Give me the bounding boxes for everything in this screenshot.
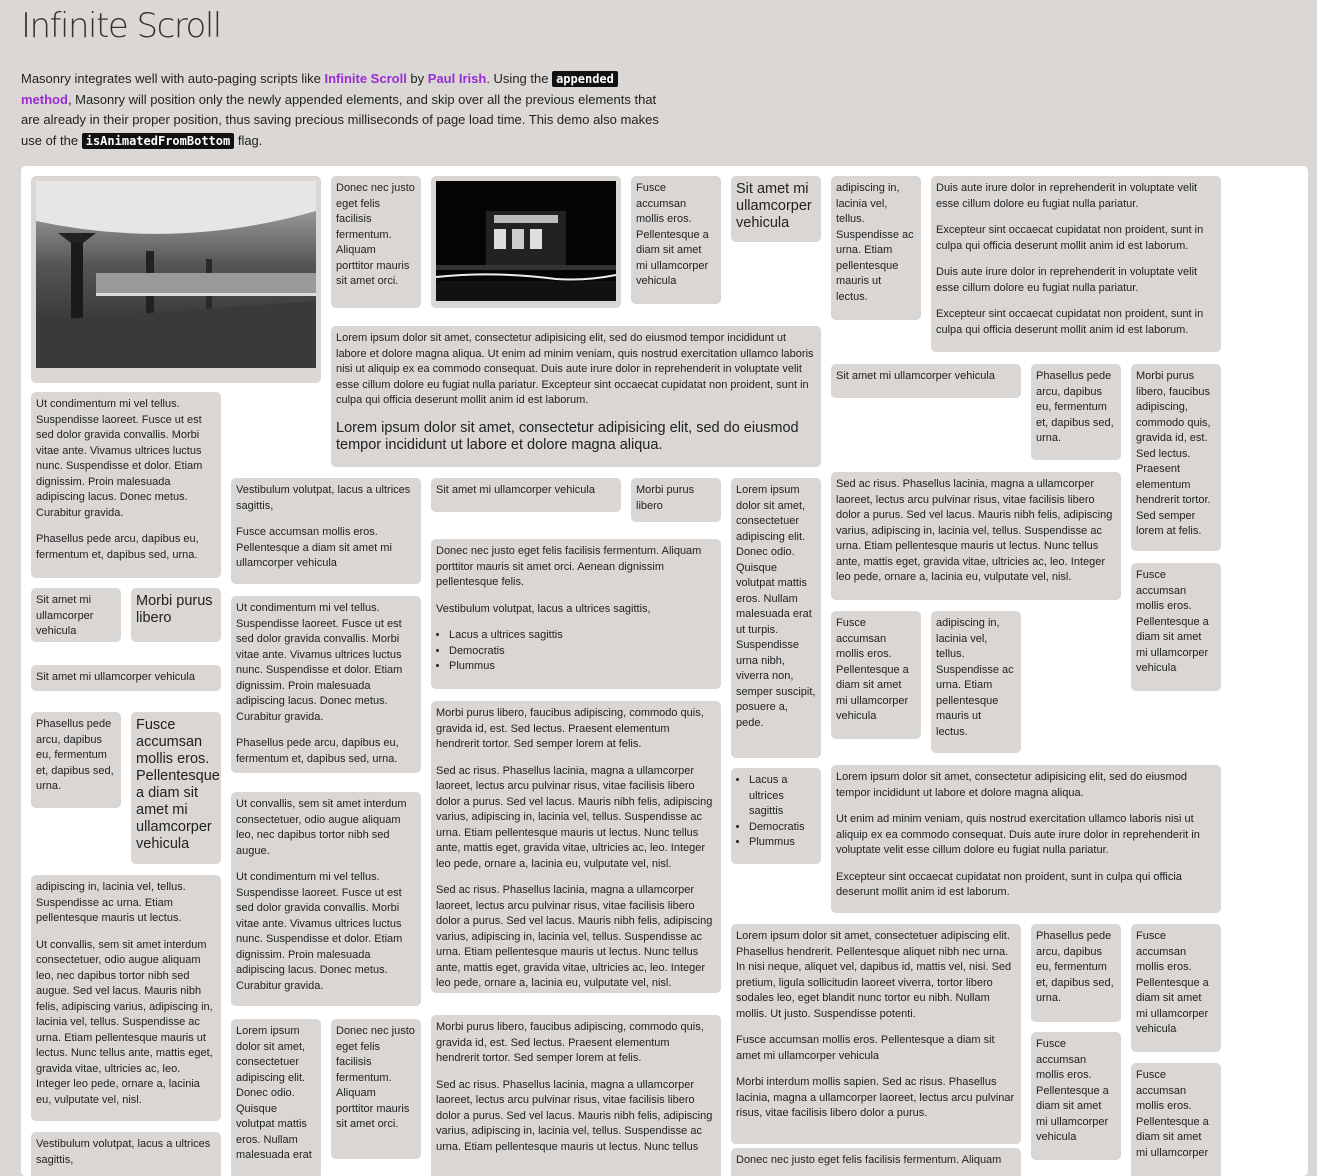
text-box: Sit amet mi ullamcorper vehicula — [431, 478, 621, 512]
text-box: Fusce accumsan mollis eros. Pellentesque a diam sit amet mi ullamcorper — [1131, 1063, 1221, 1176]
intro-text: , Masonry will position only the newly appended elements, and skip over all the previous elements that are already in their proper position, thus saving precious milliseconds of page load time. This demo also makes use of the — [21, 91, 659, 148]
text-box: Donec nec justo eget felis facilisis fermentum. Aliquam porttitor mauris sit amet orci. Aenean dignissim pellentesque felis. Vestibulum volutpat, lacus a ultrices sagittis, • Lacus a ultrices sagittis • Democratis • Plummus — [431, 539, 721, 689]
text-box: Phasellus pede arcu, dapibus eu, fermentum et, dapibus sed, urna. — [1031, 924, 1121, 1022]
list-item: • Plummus — [749, 835, 816, 851]
photo-box-diner — [431, 176, 621, 308]
text-box: Morbi purus libero, faucibus adipiscing, commodo quis, gravida id, est. Sed lectus. Praesent elementum hendrerit tortor. Sed semper lorem at felis. Sed ac risus. Phasellus lacinia, magna a ullamcorper laoreet, lectus arcu pulvinar risus, vitae facilisis libero dolor a purus. Sed vel lacus. Mauris nibh felis, adipiscing varius, adipiscing in, lacinia vel, tellus. Suspendisse ac urna. Etiam pellentesque mauris ut lectus. Nunc tellus ante, mattis eget, gravida vitae, ultricies ac, leo. Integer leo pede, ornare a, lacinia eu, vulputate vel, nisl. Sed ac risus. Phasellus lacinia, magna a ullamcorper laoreet, lectus arcu pulvinar risus, vitae facilisis libero dolor a purus. Sed vel lacus. Mauris nibh felis, adipiscing varius, adipiscing in, lacinia vel, tellus. Suspendisse ac urna. Etiam pellentesque mauris ut lectus. Nunc tellus ante, mattis eget, gravida vitae, ultricies ac, leo. Integer leo pede, ornare a, lacinia eu, vulputate vel, nisl. — [431, 701, 721, 993]
text-box: Fusce accumsan mollis eros. Pellentesque a diam sit amet mi ullamcorper vehicula — [631, 176, 721, 304]
text-box: Vestibulum volutpat, lacus a ultrices sagittis, — [31, 1132, 221, 1176]
text-box: Donec nec justo eget felis facilisis fermentum. Aliquam porttitor mauris sit amet orci. — [331, 176, 421, 308]
text-box: Sit amet mi ullamcorper vehicula — [731, 176, 821, 242]
method-link[interactable]: method — [21, 91, 68, 107]
text-box: Morbi purus libero — [131, 588, 221, 642]
text-box: Fusce accumsan mollis eros. Pellentesque a diam sit amet mi ullamcorper vehicula — [1131, 924, 1221, 1052]
text-box: Duis aute irure dolor in reprehenderit in voluptate velit esse cillum dolore eu fugiat nulla pariatur. Excepteur sint occaecat cupidatat non proident, sunt in culpa qui officia deserunt mollit anim id est laborum. Duis aute irure dolor in reprehenderit in voluptate velit esse cillum dolore eu fugiat nulla pariatur. Excepteur sint occaecat cupidatat non proident, sunt in culpa qui officia deserunt mollit anim id est laborum. — [931, 176, 1221, 352]
text-box: Lorem ipsum dolor sit amet, consectetuer adipiscing elit. Donec odio. Quisque volutpat mattis eros. Nullam malesuada erat ut turpis. Suspendisse urna nibh, viverra non, semper suscipit, posuere a, pede. — [731, 478, 821, 758]
intro-text: by — [406, 71, 428, 86]
intro-text: flag. — [234, 132, 263, 148]
diner-photo — [436, 181, 616, 301]
text-box: Ut condimentum mi vel tellus. Suspendisse laoreet. Fusce ut est sed dolor gravida convallis. Morbi vitae ante. Vivamus ultrices luctus nunc. Suspendisse et dolor. Etiam dignissim. Proin malesuada adipiscing lacus. Donec metus. Curabitur gravida. Phasellus pede arcu, dapibus eu, fermentum et, dapibus sed, urna. — [231, 596, 421, 773]
text-box: Morbi purus libero — [631, 478, 721, 522]
text-box: Donec nec justo eget felis facilisis fermentum. Aliquam — [731, 1148, 1021, 1176]
text-box: Sed ac risus. Phasellus lacinia, magna a ullamcorper laoreet, lectus arcu pulvinar risus, vitae facilisis libero dolor a purus. Sed vel lacus. Mauris nibh felis, adipiscing varius, adipiscing in, lacinia vel, tellus. Suspendisse ac urna. Etiam pellentesque mauris ut lectus. Nunc tellus ante, mattis eget, gravida vitae, ultricies ac, leo. Integer leo pede, ornare a, lacinia eu, vulputate vel, nisl. — [831, 472, 1121, 600]
infinite-scroll-link[interactable]: Infinite Scroll — [324, 71, 407, 86]
masonry-container — [21, 166, 1308, 1176]
station-photo — [36, 181, 316, 368]
list-item: • Democratis — [749, 820, 816, 836]
text-box: Fusce accumsan mollis eros. Pellentesque a diam sit amet mi ullamcorper vehicula — [131, 712, 221, 864]
list-item: • Plummus — [449, 659, 716, 675]
text-box: Vestibulum volutpat, lacus a ultrices sagittis, Fusce accumsan mollis eros. Pellentesque a diam sit amet mi ullamcorper vehicula — [231, 478, 421, 584]
station-photo-image — [36, 181, 316, 368]
text-box: Fusce accumsan mollis eros. Pellentesque a diam sit amet mi ullamcorper vehicula — [831, 611, 921, 739]
text-box: Sit amet mi ullamcorper vehicula — [31, 588, 121, 642]
list-item: • Lacus a ultrices sagittis — [749, 773, 816, 820]
appended-code: appended — [552, 71, 618, 87]
bulleted-list — [736, 773, 816, 851]
intro-text: Masonry integrates well with auto-paging scripts like — [21, 71, 325, 86]
text-box: Morbi purus libero, faucibus adipiscing, commodo quis, gravida id, est. Sed lectus. Praesent elementum hendrerit tortor. Sed semper lorem at felis. — [1131, 364, 1221, 551]
text-box: Donec nec justo eget felis facilisis fermentum. Aliquam porttitor mauris sit amet orci. — [331, 1019, 421, 1159]
text-box: Ut condimentum mi vel tellus. Suspendisse laoreet. Fusce ut est sed dolor gravida convallis. Morbi vitae ante. Vivamus ultrices luctus nunc. Suspendisse et dolor. Etiam dignissim. Proin malesuada adipiscing lacus. Donec metus. Curabitur gravida. Phasellus pede arcu, dapibus eu, fermentum et, dapibus sed, urna. — [31, 392, 221, 578]
text-box: Lorem ipsum dolor sit amet, consectetur adipisicing elit, sed do eiusmod tempor incididunt ut labore et dolore magna aliqua. Ut enim ad minim veniam, quis nostrud exercitation ullamco laboris nisi ut aliquip ex ea commodo consequat. Duis aute irure dolor in reprehenderit in voluptate velit esse cillum dolore eu fugiat nulla pariatur. Excepteur sint occaecat cupidatat non proident, sunt in culpa qui officia deserunt mollit anim id est laborum. — [831, 765, 1221, 913]
list-item: • Lacus a ultrices sagittis — [449, 628, 716, 644]
paul-irish-link[interactable]: Paul Irish — [427, 71, 487, 86]
text-box: Lorem ipsum dolor sit amet, consectetuer adipiscing elit. Donec odio. Quisque volutpat mattis eros. Nullam malesuada erat — [231, 1019, 321, 1176]
text-box: Morbi purus libero, faucibus adipiscing, commodo quis, gravida id, est. Sed lectus. Praesent elementum hendrerit tortor. Sed semper lorem at felis. Sed ac risus. Phasellus lacinia, magna a ullamcorper laoreet, lectus arcu pulvinar risus, vitae facilisis libero dolor a purus. Sed vel lacus. Mauris nibh felis, adipiscing varius, adipiscing in, lacinia vel, tellus. Suspendisse ac urna. Etiam pellentesque mauris ut lectus. Nunc tellus — [431, 1015, 721, 1176]
text-box: Ut convallis, sem sit amet interdum consectetuer, odio augue aliquam leo, nec dapibus tortor nibh sed augue. Ut condimentum mi vel tellus. Suspendisse laoreet. Fusce ut est sed dolor gravida convallis. Morbi vitae ante. Vivamus ultrices luctus nunc. Suspendisse et dolor. Etiam dignissim. Proin malesuada adipiscing lacus. Donec metus. Curabitur gravida. — [231, 792, 421, 1006]
text-box: adipiscing in, lacinia vel, tellus. Suspendisse ac urna. Etiam pellentesque mauris ut lectus. — [831, 176, 921, 320]
text-box: Fusce accumsan mollis eros. Pellentesque a diam sit amet mi ullamcorper vehicula — [1031, 1032, 1121, 1160]
bulleted-list — [436, 628, 716, 675]
page-title: Infinite Scroll — [21, 6, 221, 46]
text-box: adipiscing in, lacinia vel, tellus. Suspendisse ac urna. Etiam pellentesque mauris ut lectus. — [931, 611, 1021, 753]
text-box — [731, 768, 821, 864]
text-box: Phasellus pede arcu, dapibus eu, fermentum et, dapibus sed, urna. — [1031, 364, 1121, 460]
intro-text: . Using the — [486, 71, 553, 86]
text-box: Sit amet mi ullamcorper vehicula — [831, 364, 1021, 398]
diner-photo-image — [436, 181, 616, 301]
list-item: • Democratis — [449, 644, 716, 660]
text-box: Phasellus pede arcu, dapibus eu, fermentum et, dapibus sed, urna. — [31, 712, 121, 808]
text-box: adipiscing in, lacinia vel, tellus. Suspendisse ac urna. Etiam pellentesque mauris ut lectus. Ut convallis, sem sit amet interdum consectetuer, odio augue aliquam leo, nec dapibus tortor nibh sed augue. Sed vel lacus. Mauris nibh felis, adipiscing varius, adipiscing in, lacinia vel, tellus. Suspendisse ac urna. Etiam pellentesque mauris ut lectus. Nunc tellus ante, mattis eget, gravida vitae, ultricies ac, leo. Integer leo pede, ornare a, lacinia eu, vulputate vel, nisl. — [31, 875, 221, 1121]
text-box: Fusce accumsan mollis eros. Pellentesque a diam sit amet mi ullamcorper vehicula — [1131, 563, 1221, 691]
is-animated-from-bottom-code: isAnimatedFromBottom — [82, 133, 235, 149]
intro-paragraph — [21, 69, 661, 151]
text-box: Lorem ipsum dolor sit amet, consectetuer adipiscing elit. Phasellus hendrerit. Pellentesque aliquet nibh nec urna. In nisi neque, aliquet vel, dapibus id, mattis vel, nisi. Sed pretium, ligula sollicitudin laoreet viverra, tortor libero sodales leo, eget blandit nunc tortor eu nibh. Nullam mollis. Ut justo. Suspendisse potenti. Fusce accumsan mollis eros. Pellentesque a diam sit amet mi ullamcorper vehicula Morbi interdum mollis sapien. Sed ac risus. Phasellus lacinia, magna a ullamcorper laoreet, lectus arcu pulvinar risus, vitae facilisis libero dolor a purus. — [731, 924, 1021, 1144]
text-box: Sit amet mi ullamcorper vehicula — [31, 665, 221, 691]
photo-box-station — [31, 176, 321, 383]
text-box: Lorem ipsum dolor sit amet, consectetur adipisicing elit, sed do eiusmod tempor incididunt ut labore et dolore magna aliqua. Ut enim ad minim veniam, quis nostrud exercitation ullamco laboris nisi ut aliquip ex ea commodo consequat. Duis aute irure dolor in reprehenderit in voluptate velit esse cillum dolore eu fugiat nulla pariatur. Excepteur sint occaecat cupidatat non proident, sunt in culpa qui officia deserunt mollit anim id est laborum. Lorem ipsum dolor sit amet, consectetur adipisicing elit, sed do eiusmod tempor incididunt ut labore et dolore magna aliqua. — [331, 326, 821, 467]
